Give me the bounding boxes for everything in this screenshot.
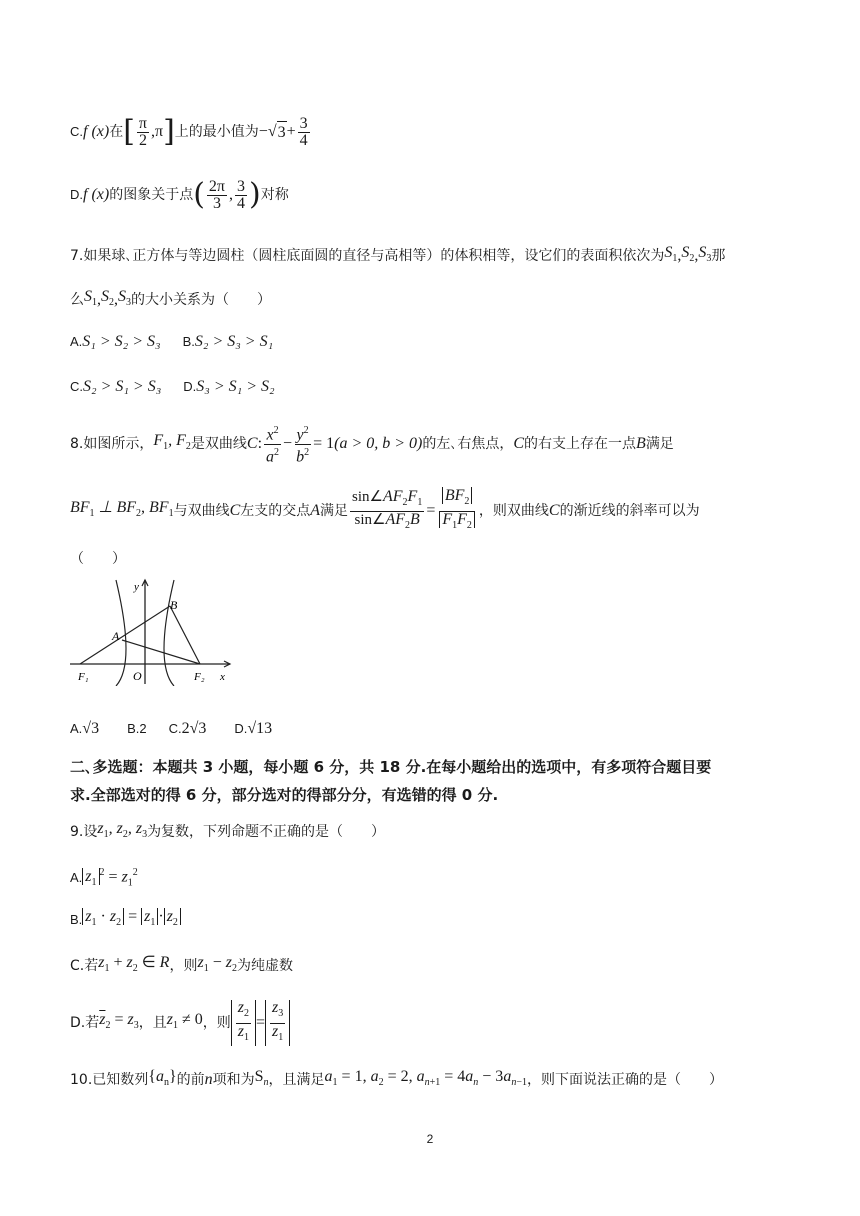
q9-option-c[interactable]: C.若 $z_1 + z_2$ ∈ R ，则 $z_1 - z_2$ 为纯虚数 — [70, 954, 293, 975]
section2-heading-line1: 二､多选题：本题共 3 小题，每小题 6 分，共 18 分.在每小题给出的选项中，有多项符合题目要 — [70, 758, 712, 776]
q9-option-b[interactable]: B. $z_1 \cdot z_2 = z_1 \cdot z_2$ — [70, 906, 790, 934]
q8-stem-line1: 8.如图所示， $F_1$, $F_2$ 是双曲线 C : $\frac{x^2}{a^2}$ − $\frac{y^2}{b^2}$ = 1 (a > 0, b > 0) 的左､右焦点， C 的右支上存在一点 B 满足 — [70, 425, 674, 465]
q7-options-row2: C. S₂ > S₁ > S₃ D. S₃ > S₁ > S₂ — [70, 376, 790, 398]
q8-stem-line2: $BF_1$ ⊥ $BF_2$, $BF_1$ 与双曲线 C 左支的交点 A 满足 $\frac{\sin\angle AF_2F_1}{\sin\angle AF_2B}$ = $\frac{BF_2}{F_1F_2}$ ，则双曲线 C 的渐近线的斜率可以为 — [70, 487, 700, 531]
label-origin: O — [133, 669, 142, 683]
q9-option-d[interactable]: D.若 $\overline{z}_2 = z_3$ ，且 $z_1 \ne 0$ ，则 $\frac{z_2}{z_1}$ = $\frac{z_3}{z_1}$ — [70, 1000, 790, 1046]
q6-option-c: C. f (x) 在 [ $\frac{\pi}{2}$ , π ] 上的最小值为 − √ 3 + $\frac{3}{4}$ — [70, 114, 308, 149]
q9-stem: 9.设 $z_1$, $z_2$, $z_3$ 为复数，下列命题不正确的是（ ） — [70, 820, 386, 841]
q7-stem-line1: 7.如果球､正方体与等边圆柱（圆柱底面圆的直径与高相等）的体积相等，设它们的表面积依次为 $S_1$ , $S_2$ , $S_3$ 那 — [70, 244, 726, 265]
q8-options: A. √3 B. 2 C. 2√3 D. √13 — [70, 718, 790, 740]
label-x: x — [220, 671, 225, 683]
page-number: 2 — [426, 1132, 434, 1146]
q8-stem-line3: （ ） — [70, 551, 126, 567]
label-f2: F₂ — [194, 671, 205, 683]
q7-option-a[interactable]: S₁ > S₂ > S₃ — [82, 333, 161, 350]
q8-option-d[interactable]: √13 — [247, 720, 273, 737]
label-b: B — [170, 598, 178, 612]
q8-option-c[interactable]: 2√3 — [181, 720, 207, 737]
label-f1: F₁ — [78, 671, 89, 683]
interval-start: $\frac{\pi}{2}$ — [138, 114, 147, 149]
section2-heading-line2: 求.全部选对的得 6 分，部分选对的得部分分，有选错的得 0 分. — [70, 786, 499, 804]
q6-option-d: D. f (x) 的图象关于点 ( $\frac{2\pi}{3}$ , $\frac{3}{4}$ ) 对称 — [70, 177, 289, 212]
q8-option-b[interactable]: 2 — [139, 721, 147, 736]
q9-option-a[interactable]: A. $z_1^2 = z_1^2$ — [70, 867, 138, 889]
q7-option-d[interactable]: S₃ > S₁ > S₂ — [196, 378, 275, 395]
q7-option-b[interactable]: S₂ > S₃ > S₁ — [194, 333, 274, 350]
q10-stem: 10.已知数列 $\{a_n\}$ 的前 n 项和为 $S_n$ ，且满足 $a_1 = 1$, $a_2 = 2$, $a_{n+1} = 4a_n - 3a_{n-1}$ ，则下面说法正确的是（ ） — [70, 1068, 723, 1089]
hyperbola-figure — [70, 576, 236, 686]
q7-stem-line2: 么 $S_1$ , $S_2$ , $S_3$ 的大小关系为（ ） — [70, 288, 271, 309]
min-value-fraction: $\frac{3}{4}$ — [299, 114, 308, 149]
label-y: y — [134, 581, 139, 593]
label-a: A — [112, 629, 120, 643]
q7-option-c[interactable]: S₂ > S₁ > S₃ — [83, 378, 162, 395]
q8-option-a[interactable]: √3 — [82, 720, 100, 737]
q7-options-row1: A. S₁ > S₂ > S₃ B. S₂ > S₃ > S₁ — [70, 331, 790, 353]
